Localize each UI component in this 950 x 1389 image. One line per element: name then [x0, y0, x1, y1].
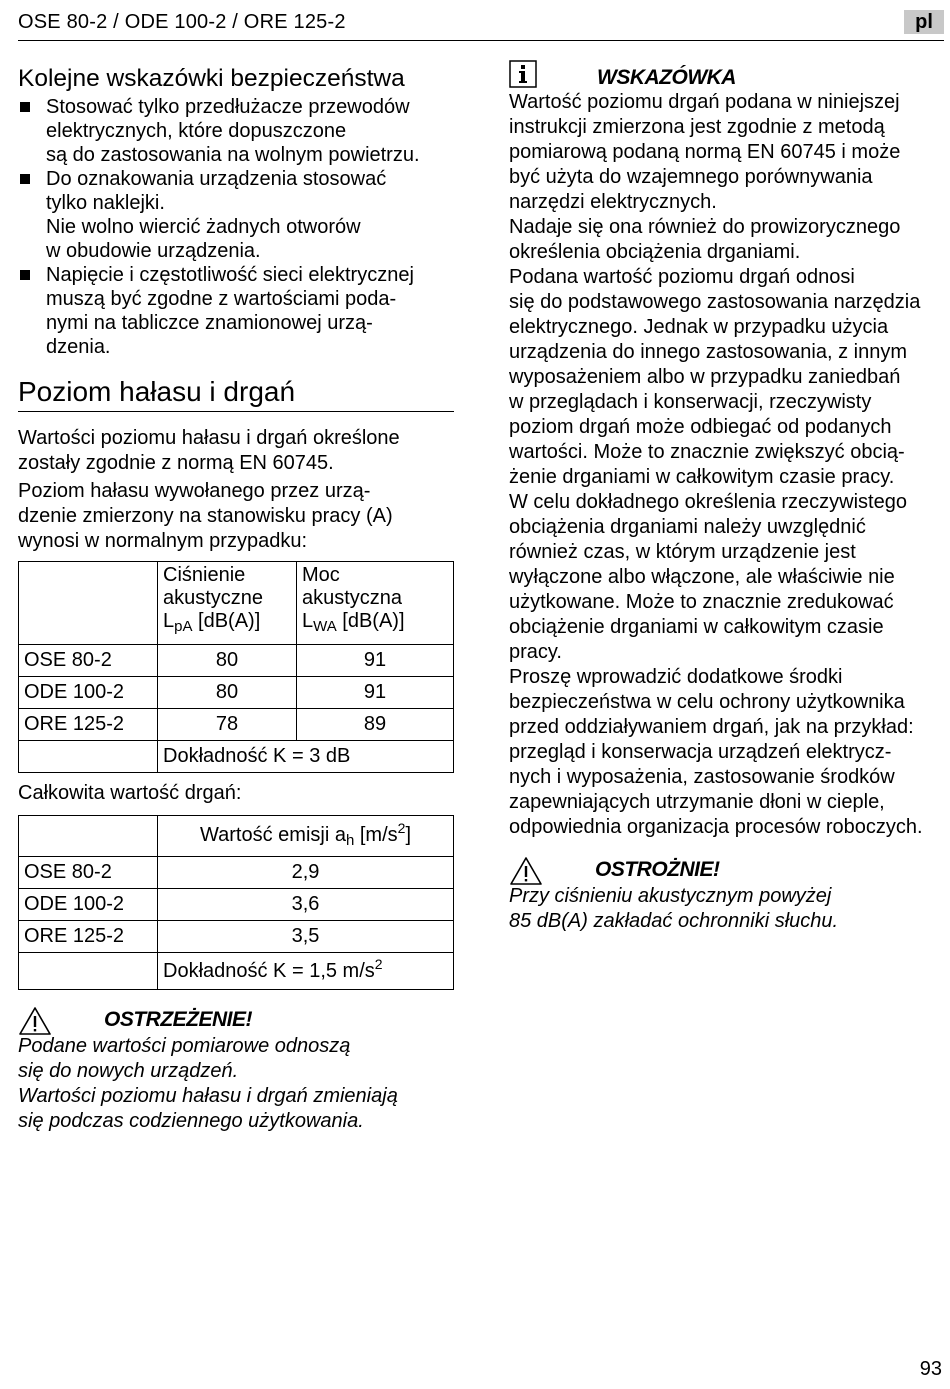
text-line: dzenie zmierzony na stanowisku pracy (A) — [18, 505, 393, 527]
noise-level-paragraph — [18, 479, 454, 554]
list-item-line: muszą być zgodne z wartościami poda- — [46, 288, 397, 310]
symbol: L — [302, 610, 314, 632]
text-line: Wartość poziomu drgań podana w niniejszej — [509, 91, 900, 113]
table-row — [19, 741, 454, 773]
text-line: instrukcji zmierzona jest zgodnie z metodą — [509, 116, 885, 138]
noise-table — [18, 561, 454, 773]
text-line: żenie drganiami w całkowitym czasie pracy. — [509, 466, 895, 488]
list-item-line: Nie wolno wiercić żadnych otworów — [46, 216, 361, 238]
text-line: bezpieczeństwa w celu ochrony użytkownika — [509, 691, 905, 713]
text-line: wynosi w normalnym przypadku: — [18, 530, 307, 552]
header-line: akustyczne — [163, 587, 264, 609]
model-cell: OSE 80-2 — [19, 857, 158, 889]
accuracy-text: Dokładność K = 1,5 m/s — [163, 959, 375, 982]
text-line: narzędzi elektrycznych. — [509, 191, 717, 213]
subscript: pA — [174, 618, 193, 635]
list-item-line: tylko naklejki. — [46, 192, 165, 214]
text-line: Poziom hałasu wywołanego przez urzą- — [18, 480, 371, 502]
superscript: 2 — [374, 955, 383, 972]
header-title: OSE 80-2 / ODE 100-2 / ORE 125-2 — [18, 11, 346, 33]
text-line: w przeglądach i konserwacji, rzeczywisty — [509, 391, 872, 413]
header-line — [302, 610, 448, 638]
safety-heading: Kolejne wskazówki bezpieczeństwa — [18, 65, 405, 92]
caution-triangle-icon — [509, 856, 543, 886]
text-line: odpowiednia organizacja procesów roboczych. — [509, 816, 923, 838]
caution-text — [509, 884, 945, 934]
notice-text — [509, 90, 945, 840]
right-column — [509, 60, 945, 934]
table-cell-empty — [19, 741, 158, 773]
accuracy-cell: Dokładność K = 3 dB — [158, 741, 454, 773]
unit: [dB(A)] — [336, 610, 405, 632]
table-cell-empty — [19, 562, 158, 645]
table-row — [19, 953, 454, 990]
text-line: urządzenia do innego zastosowania, z innym — [509, 341, 908, 363]
header-line: Moc — [302, 564, 340, 586]
text-line: wyposażeniem albo w przypadku zaniedbań — [509, 366, 901, 388]
vibration-table — [18, 815, 454, 990]
left-column — [18, 63, 454, 1134]
header-line — [163, 610, 291, 638]
table-row — [19, 645, 454, 677]
lwa-cell: 89 — [297, 709, 454, 741]
accuracy-cell — [158, 953, 454, 990]
text-line: się do podstawowego zastosowania narzędzia — [509, 291, 921, 313]
text-line: zapewniających utrzymanie dłoni w cieple, — [509, 791, 885, 813]
list-item-line: są do zastosowania na wolnym powietrzu. — [46, 144, 420, 166]
list-item-line: elektrycznych, które dopuszczone — [46, 120, 347, 142]
lpa-cell: 80 — [158, 645, 297, 677]
text-line: również czas, w którym urządzenie jest — [509, 541, 856, 563]
vibration-total-label: Całkowita wartość drgań: — [18, 782, 242, 804]
table-row — [19, 857, 454, 889]
list-item-line: Do oznakowania urządzenia stosować — [46, 168, 387, 190]
text-line: Przy ciśnieniu akustycznym powyżej — [509, 885, 832, 907]
warning-title: OSTRZEŻENIE! — [104, 1008, 253, 1031]
model-cell: ODE 100-2 — [19, 677, 158, 709]
list-item — [18, 95, 454, 167]
text-line: być użyta do wzajemnego porównywania — [509, 166, 873, 188]
list-item-line: dzenia. — [46, 336, 111, 358]
text-line: użytkowane. Może to znacznie zredukować — [509, 591, 894, 613]
text-line: obciążenia drganiami należy uwzględnić — [509, 516, 866, 538]
text-line: Nadaje się ona również do prowizorycznego — [509, 216, 901, 238]
warning-header — [18, 1006, 454, 1034]
list-item — [18, 167, 454, 263]
sound-pressure-header — [158, 562, 297, 645]
header-text: Wartość emisji a — [200, 823, 346, 846]
list-item — [18, 263, 454, 359]
info-icon — [509, 60, 537, 88]
emission-cell: 3,6 — [158, 889, 454, 921]
lwa-cell: 91 — [297, 677, 454, 709]
text-line: się do nowych urządzeń. — [18, 1060, 239, 1082]
model-cell: OSE 80-2 — [19, 645, 158, 677]
text-line: wartości. Może to znacznie zwiększyć obcią- — [509, 441, 905, 463]
text-line: 85 dB(A) zakładać ochronniki słuchu. — [509, 910, 839, 932]
unit: [m/s — [354, 823, 398, 846]
emission-value-header — [158, 816, 454, 857]
table-cell-empty — [19, 953, 158, 990]
subscript: h — [345, 831, 355, 849]
symbol: L — [163, 610, 175, 632]
page-number: 93 — [919, 1358, 942, 1380]
warning-block — [18, 1006, 454, 1134]
text-line: W celu dokładnego określenia rzeczywistego — [509, 491, 907, 513]
language-badge: pl — [904, 10, 944, 34]
text-line: Proszę wprowadzić dodatkowe środki — [509, 666, 843, 688]
list-item-line: Napięcie i częstotliwość sieci elektrycznej — [46, 264, 414, 286]
caution-title: OSTROŻNIE! — [595, 858, 720, 881]
table-row — [19, 889, 454, 921]
emission-cell: 3,5 — [158, 921, 454, 953]
table-header-row — [19, 816, 454, 857]
text-line: elektrycznego. Jednak w przypadku użycia — [509, 316, 889, 338]
safety-list — [18, 95, 454, 359]
text-line: pracy. — [509, 641, 562, 663]
table-row — [19, 677, 454, 709]
caution-block — [509, 856, 945, 934]
lwa-cell: 91 — [297, 645, 454, 677]
text-line: Wartości poziomu hałasu i drgań zmieniają — [18, 1085, 398, 1107]
text-line: Wartości poziomu hałasu i drgań określone — [18, 427, 400, 449]
text-line: przegląd i konserwacja urządzeń elektrycz- — [509, 741, 892, 763]
noise-intro-paragraph — [18, 426, 454, 476]
text-line: nych i wyposażenia, zastosowanie środków — [509, 766, 895, 788]
text-line: się podczas codziennego użytkowania. — [18, 1110, 364, 1132]
page-header — [18, 10, 944, 41]
warning-triangle-icon — [18, 1006, 52, 1036]
list-item-line: Stosować tylko przedłużacze przewodów — [46, 96, 410, 118]
caution-header — [509, 856, 945, 884]
notice-header — [509, 60, 945, 90]
model-cell: ORE 125-2 — [19, 921, 158, 953]
notice-title: WSKAZÓWKA — [597, 66, 736, 89]
text-line: przed oddziaływaniem drgań, jak na przykład: — [509, 716, 914, 738]
list-item-line: w obudowie urządzenia. — [46, 240, 261, 262]
model-cell: ORE 125-2 — [19, 709, 158, 741]
emission-cell: 2,9 — [158, 857, 454, 889]
sound-power-header — [297, 562, 454, 645]
model-cell: ODE 100-2 — [19, 889, 158, 921]
lpa-cell: 78 — [158, 709, 297, 741]
text-line: Podane wartości pomiarowe odnoszą — [18, 1035, 351, 1057]
text-line: pomiarową podaną normą EN 60745 i może — [509, 141, 901, 163]
superscript: 2 — [397, 819, 406, 836]
list-item-line: nymi na tabliczce znamionowej urzą- — [46, 312, 373, 334]
unit: [dB(A)] — [192, 610, 261, 632]
warning-text — [18, 1034, 454, 1134]
header-line: Ciśnienie — [163, 564, 246, 586]
text-line: obciążenie drganiami w całkowitym czasie — [509, 616, 884, 638]
table-row — [19, 709, 454, 741]
text-line: Podana wartość poziomu drgań odnosi — [509, 266, 855, 288]
header-line: akustyczna — [302, 587, 403, 609]
subscript: WA — [313, 618, 337, 635]
text-line: poziom drgań może odbiegać od podanych — [509, 416, 892, 438]
text-line: określenia obciążenia drganiami. — [509, 241, 801, 263]
text-line: zostały zgodnie z normą EN 60745. — [18, 452, 334, 474]
table-header-row — [19, 562, 454, 645]
noise-heading: Poziom hałasu i drgań — [18, 375, 454, 412]
text-line: wyłączone albo włączone, ale właściwie nie — [509, 566, 895, 588]
lpa-cell: 80 — [158, 677, 297, 709]
table-row — [19, 921, 454, 953]
table-cell-empty — [19, 816, 158, 857]
unit-close: ] — [405, 823, 411, 846]
